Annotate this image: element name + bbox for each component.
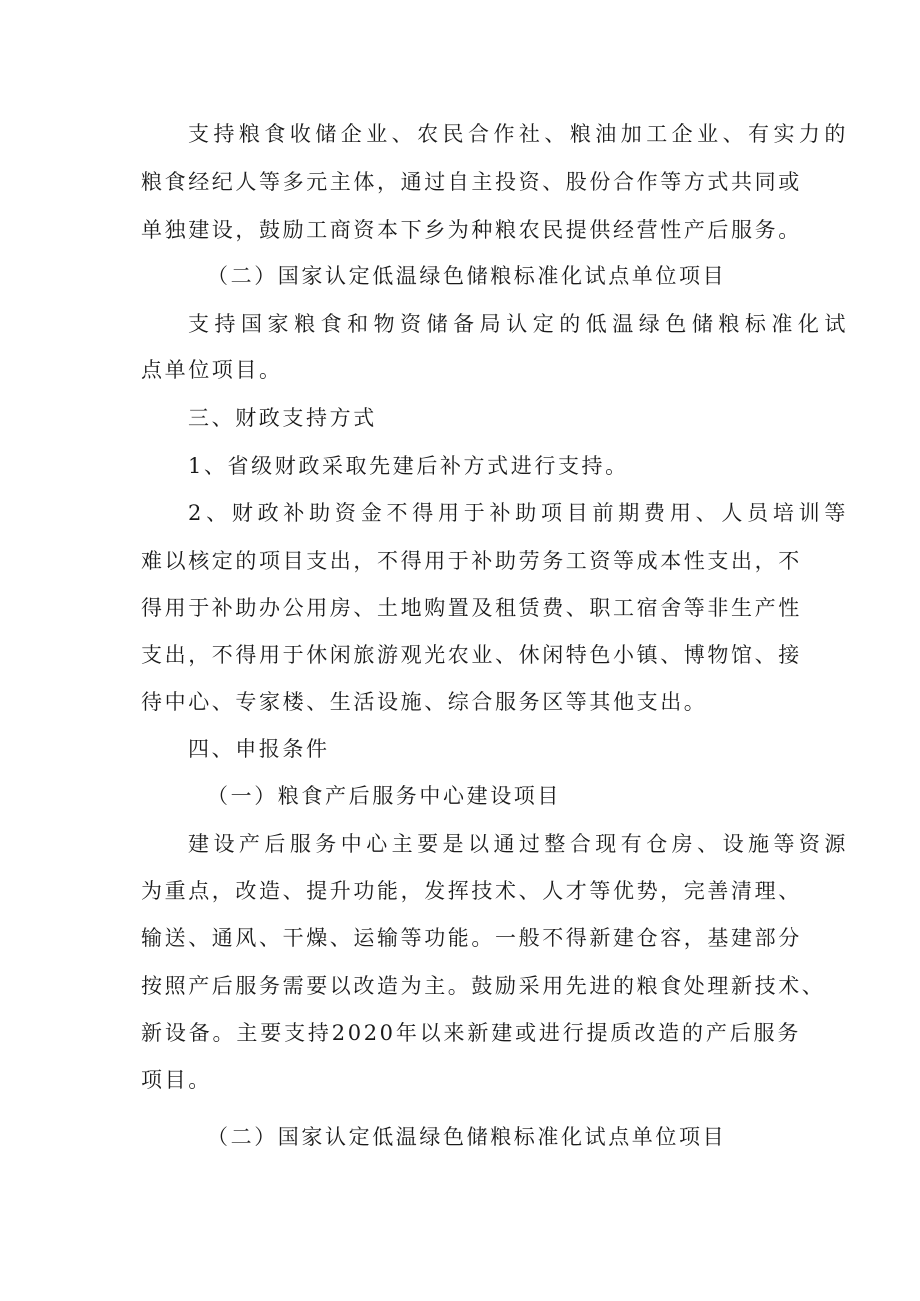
list-item: 1、省级财政采取先建后补方式进行支持。 [188, 454, 629, 478]
paragraph-line: 单独建设，鼓励工商资本下乡为种粮农民提供经营性产后服务。 [141, 218, 802, 242]
section-heading: （二）国家认定低温绿色储粮标准化试点单位项目 [207, 1125, 727, 1149]
paragraph-line: 支持国家粮食和物资储备局认定的低温绿色储粮标准化试 [188, 312, 848, 336]
paragraph-line: 点单位项目。 [141, 358, 283, 382]
paragraph-line: 待中心、专家楼、生活设施、综合服务区等其他支出。 [141, 690, 708, 714]
paragraph-line: 为重点，改造、提升功能，发挥技术、人才等优势，完善清理、 [141, 879, 802, 903]
list-item: 2、财政补助资金不得用于补助项目前期费用、人员培训等 [188, 501, 848, 525]
paragraph-line: 粮食经纪人等多元主体，通过自主投资、股份合作等方式共同或 [141, 170, 802, 194]
section-heading: （二）国家认定低温绿色储粮标准化试点单位项目 [207, 264, 727, 288]
paragraph-line: 支出，不得用于休闲旅游观光农业、休闲特色小镇、博物馆、接 [141, 643, 802, 667]
paragraph-line: 得用于补助办公用房、土地购置及租赁费、职工宿舍等非生产性 [141, 596, 802, 620]
section-heading: （一）粮食产后服务中心建设项目 [207, 784, 561, 808]
paragraph-line: 建设产后服务中心主要是以通过整合现有仓房、设施等资源 [188, 832, 848, 856]
paragraph-line: 支持粮食收储企业、农民合作社、粮油加工企业、有实力的 [188, 122, 848, 146]
paragraph-line: 输送、通风、干燥、运输等功能。一般不得新建仓容，基建部分 [141, 926, 802, 950]
paragraph-line: 新设备。主要支持2020年以来新建或进行提质改造的产后服务 [141, 1021, 801, 1045]
section-heading: 三、财政支持方式 [188, 406, 377, 430]
paragraph-line: 按照产后服务需要以改造为主。鼓励采用先进的粮食处理新技术、 [141, 974, 826, 998]
paragraph-line: 难以核定的项目支出，不得用于补助劳务工资等成本性支出，不 [141, 549, 802, 573]
paragraph-line: 项目。 [141, 1068, 212, 1092]
section-heading: 四、申报条件 [188, 737, 330, 761]
